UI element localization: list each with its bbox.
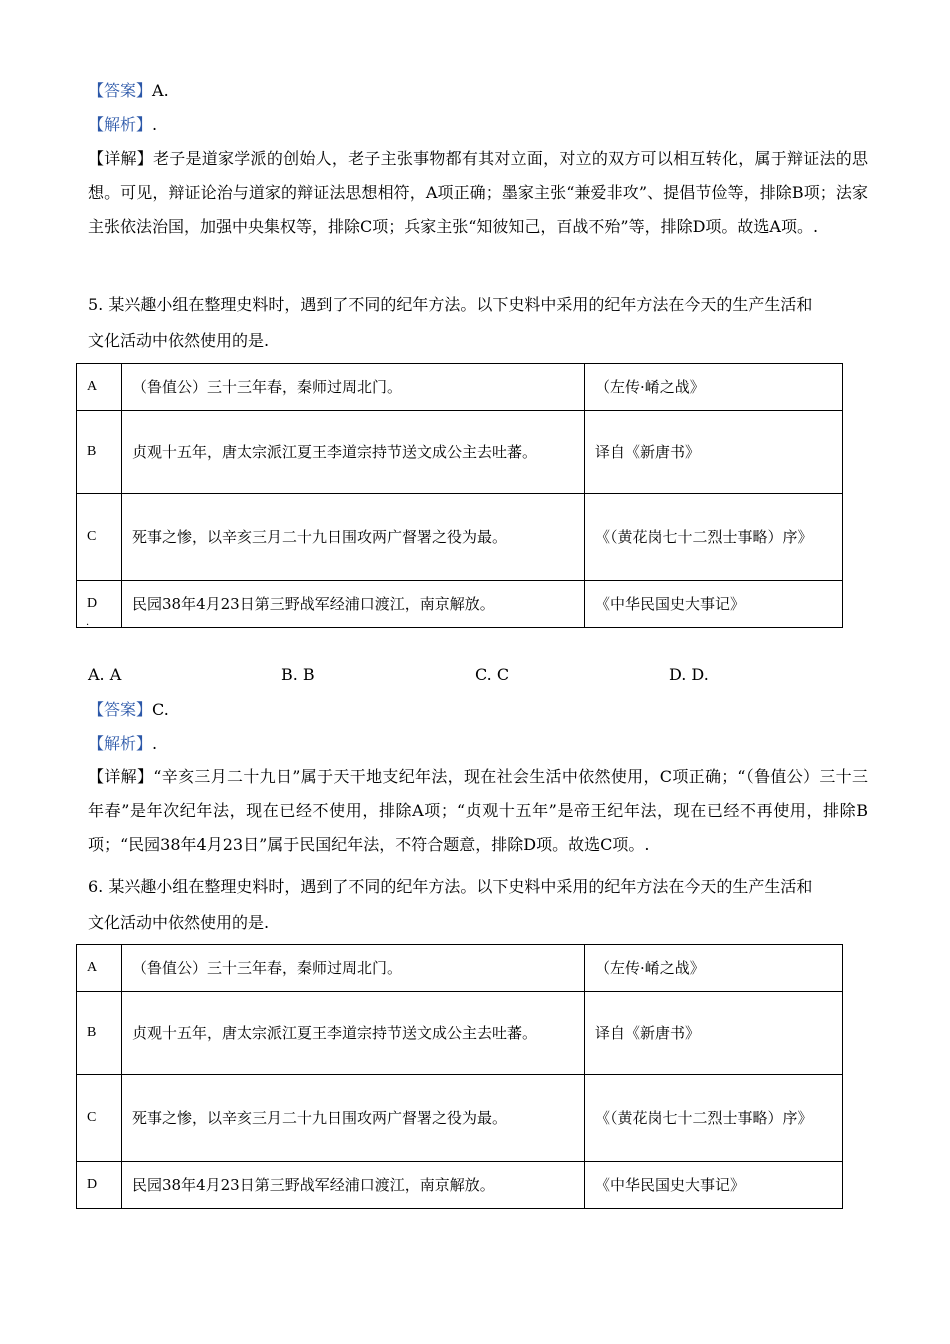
row-key: D: [77, 581, 122, 628]
stray-mark: ·: [86, 620, 90, 631]
table-row: [77, 992, 843, 1075]
row-source: （左传·崤之战》: [585, 945, 843, 992]
answer-value: C.: [152, 700, 169, 719]
row-material: 贞观十五年，唐太宗派江夏王李道宗持节送文成公主去吐蕃。: [122, 411, 585, 494]
q5-stem-line1: 5. 某兴趣小组在整理史料时，遇到了不同的纪年方法。以下史料中采用的纪年方法在今天的生产生活和: [88, 295, 813, 314]
row-key: C: [77, 494, 122, 581]
answer-tag: 【答案】: [88, 700, 153, 719]
q4-detail: [88, 142, 868, 244]
detail-text: 老子是道家学派的创始人，老子主张事物都有其对立面，对立的双方可以相互转化，属于辩证法的思想。可见，辩证论治与道家的辩证法思想相符，A项正确；墨家主张“兼爱非攻”、提倡节俭等，排除B项；法家主张依法治国，加强中央集权等，排除C项；兵家主张“知彼知己，百战不殆”等，排除D项。故选A项。.: [88, 149, 868, 236]
q5-answer: [88, 699, 169, 721]
table-row: [77, 581, 843, 628]
q6-stem-line2: 文化活动中依然使用的是.: [88, 913, 270, 932]
row-material: （鲁值公）三十三年春，秦师过周北门。: [122, 945, 585, 992]
q6-stem-line1: 6. 某兴趣小组在整理史料时，遇到了不同的纪年方法。以下史料中采用的纪年方法在今天的生产生活和: [88, 877, 813, 896]
row-material: （鲁值公）三十三年春，秦师过周北门。: [122, 364, 585, 411]
row-key: C: [77, 1075, 122, 1162]
answer-value: A.: [152, 81, 169, 100]
row-source: 《（黄花岗七十二烈士事略）序》: [585, 1075, 843, 1162]
row-material: 民园38年4月23日第三野战军经浦口渡江，南京解放。: [122, 1162, 585, 1209]
analysis-value: .: [152, 115, 158, 134]
row-key: A: [77, 945, 122, 992]
detail-tag: 【详解】: [88, 149, 154, 168]
option-d: D. D.: [669, 665, 709, 684]
analysis-tag: 【解析】: [88, 734, 153, 753]
row-source: 《中华民国史大事记》: [585, 1162, 843, 1209]
table-row: [77, 494, 843, 581]
q5-detail: [88, 760, 868, 862]
detail-text: “辛亥三月二十九日”属于天干地支纪年法，现在社会生活中依然使用，C项正确；“（鲁值公）三十三年春”是年次纪年法，现在已经不使用，排除A项；“贞观十五年”是帝王纪年法，现在已经不再使用，排除B项；“民园38年4月23日”属于民国纪年法，不符合题意，排除D项。故选C项。.: [88, 767, 868, 854]
q6-source-table: [76, 944, 843, 1209]
q5-options: [88, 665, 868, 687]
table-row: [77, 411, 843, 494]
option-c: C. C: [475, 665, 510, 684]
row-material: 贞观十五年，唐太宗派江夏王李道宗持节送文成公主去吐蕃。: [122, 992, 585, 1075]
row-key: B: [77, 411, 122, 494]
analysis-value: .: [152, 734, 158, 753]
row-material: 民园38年4月23日第三野战军经浦口渡江，南京解放。: [122, 581, 585, 628]
row-material: 死事之惨，以辛亥三月二十九日围攻两广督署之役为最。: [122, 1075, 585, 1162]
analysis-tag: 【解析】: [88, 115, 153, 134]
q5-source-table: [76, 363, 843, 628]
q4-answer: [88, 80, 169, 102]
option-b: B. B: [281, 665, 315, 684]
row-source: 译自《新唐书》: [585, 411, 843, 494]
table-row: [77, 945, 843, 992]
row-source: 《（黄花岗七十二烈士事略）序》: [585, 494, 843, 581]
row-key: A: [77, 364, 122, 411]
table-row: [77, 1075, 843, 1162]
option-a: A. A: [88, 665, 122, 684]
row-material: 死事之惨，以辛亥三月二十九日围攻两广督署之役为最。: [122, 494, 585, 581]
table-row: [77, 1162, 843, 1209]
q4-analysis: [88, 114, 157, 136]
row-source: （左传·崤之战》: [585, 364, 843, 411]
row-key: B: [77, 992, 122, 1075]
row-key: D: [77, 1162, 122, 1209]
detail-tag: 【详解】: [88, 767, 154, 786]
answer-tag: 【答案】: [88, 81, 153, 100]
q5-stem-line2: 文化活动中依然使用的是.: [88, 331, 270, 350]
row-source: 《中华民国史大事记》: [585, 581, 843, 628]
table-row: [77, 364, 843, 411]
q5-analysis: [88, 733, 157, 755]
row-source: 译自《新唐书》: [585, 992, 843, 1075]
